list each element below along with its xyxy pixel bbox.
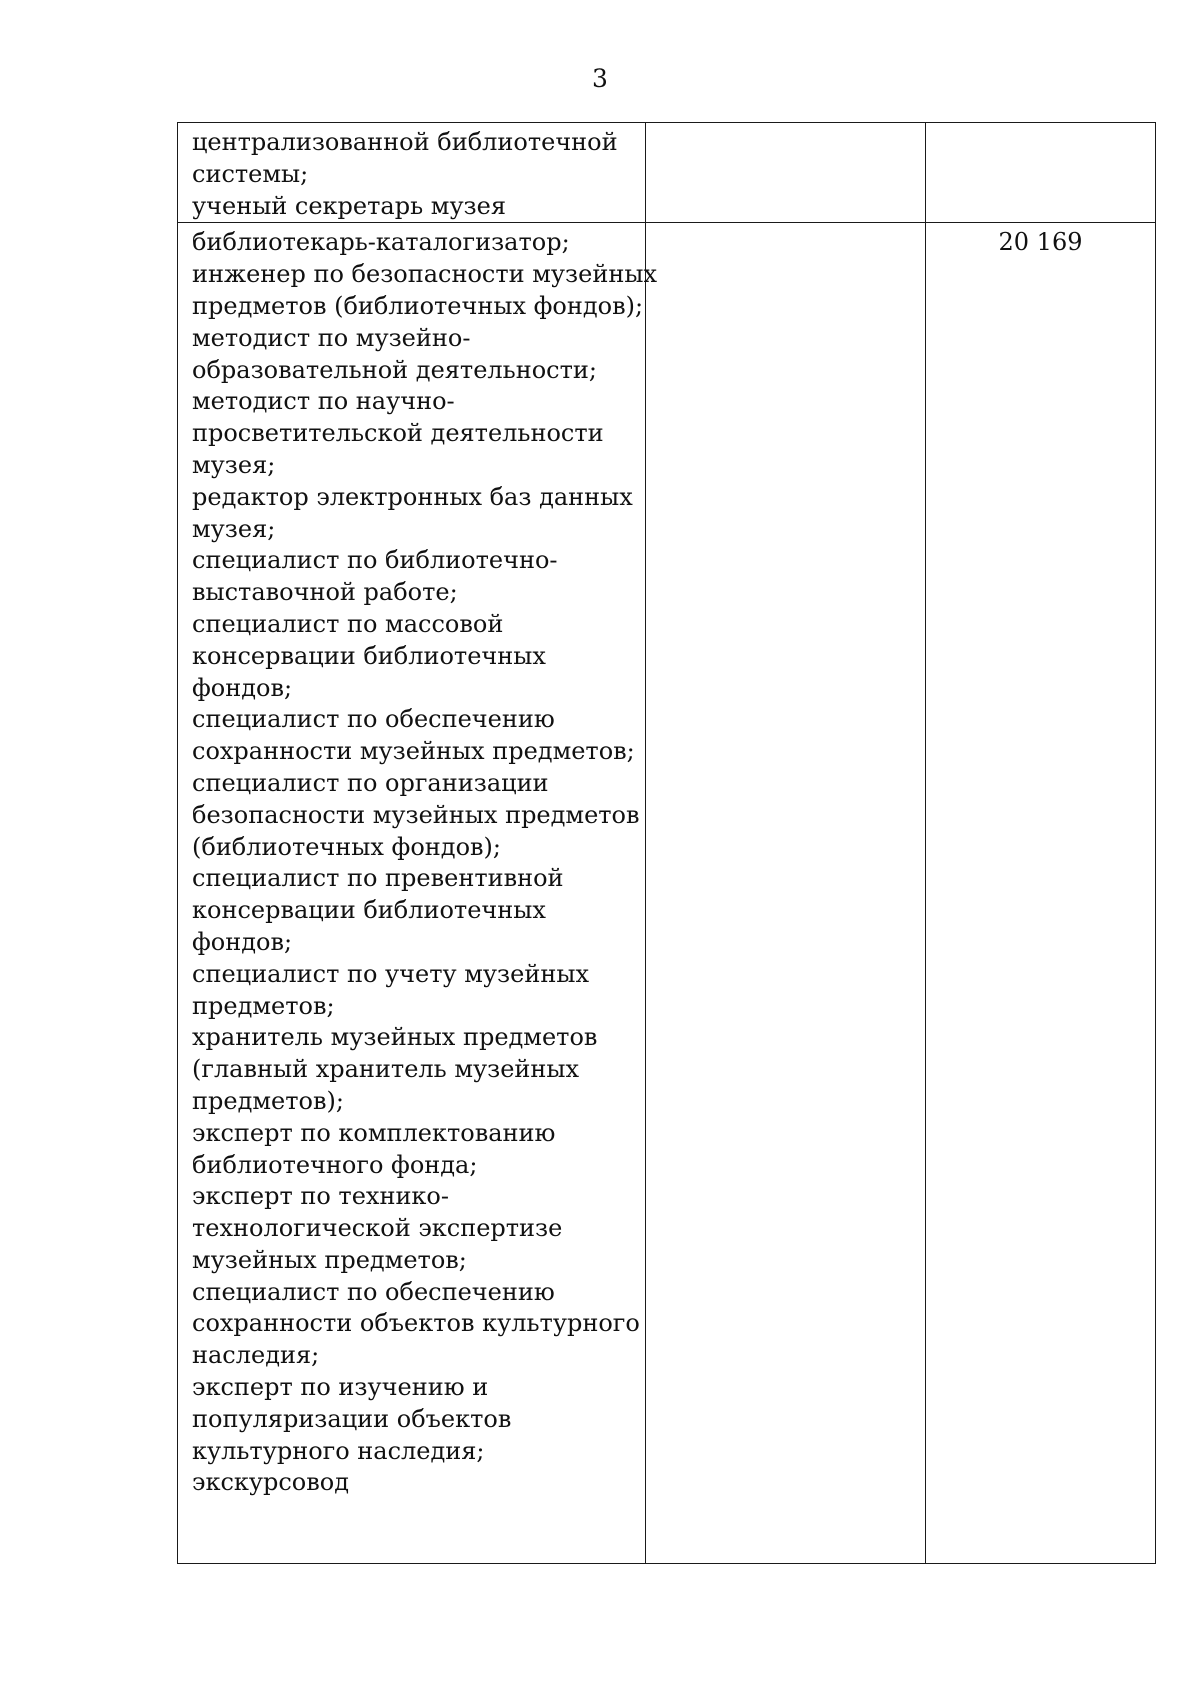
position-line: предметов); <box>192 1086 344 1115</box>
position-line: консервации библиотечных <box>192 641 546 670</box>
salary-value <box>926 123 1155 127</box>
position-line: технологической экспертизе <box>192 1214 563 1243</box>
salary-value: 20 169 <box>998 228 1083 257</box>
empty-cell <box>646 223 926 1564</box>
position-line: сохранности объектов культурного <box>192 1309 640 1338</box>
position-line: музейных предметов; <box>192 1245 467 1274</box>
empty-cell <box>646 123 926 223</box>
position-line: просветительской деятельности <box>192 419 604 448</box>
positions-table <box>177 122 1156 1564</box>
position-line: фондов; <box>192 927 293 956</box>
position-line: специалист по учету музейных <box>192 959 589 988</box>
positions-cell <box>178 223 657 1564</box>
position-line: эксперт по технико- <box>192 1182 449 1211</box>
position-line: музея; <box>192 450 276 479</box>
position-line: образовательной деятельности; <box>192 355 597 384</box>
position-line: инженер по безопасности музейных <box>192 260 657 289</box>
table-row <box>178 123 1156 223</box>
position-line: специалист по превентивной <box>192 864 564 893</box>
position-line: специалист по обеспечению <box>192 1277 555 1306</box>
page-number: 3 <box>592 64 608 93</box>
position-line: (библиотечных фондов); <box>192 832 501 861</box>
position-line: библиотечного фонда; <box>192 1150 478 1179</box>
position-line: культурного наследия; <box>192 1436 485 1465</box>
salary-cell <box>926 123 1156 223</box>
table-row <box>178 223 1156 1564</box>
positions-list <box>178 123 645 222</box>
position-line: методист по научно- <box>192 387 455 416</box>
position-line: хранитель музейных предметов <box>192 1023 598 1052</box>
position-line: централизованной библиотечной <box>192 128 618 156</box>
position-line: ученый секретарь музея <box>192 191 506 220</box>
position-line: эксперт по комплектованию <box>192 1118 556 1147</box>
position-line: специалист по массовой <box>192 609 504 638</box>
position-line: эксперт по изучению и <box>192 1373 489 1402</box>
position-line: специалист по библиотечно- <box>192 546 558 575</box>
position-line: наследия; <box>192 1341 320 1370</box>
position-line: выставочной работе; <box>192 578 458 607</box>
position-line: специалист по обеспечению <box>192 705 555 734</box>
position-line: сохранности музейных предметов; <box>192 737 635 766</box>
position-line: специалист по организации <box>192 768 549 797</box>
position-line: библиотекарь-каталогизатор; <box>192 228 570 257</box>
positions-list <box>178 223 657 1499</box>
position-line: консервации библиотечных <box>192 896 546 925</box>
position-line: методист по музейно- <box>192 323 471 352</box>
salary-cell <box>926 223 1156 1564</box>
position-line: популяризации объектов <box>192 1404 512 1433</box>
position-line: предметов; <box>192 991 335 1020</box>
position-line: фондов; <box>192 673 293 702</box>
position-line: безопасности музейных предметов <box>192 800 640 829</box>
position-line: экскурсовод <box>192 1468 349 1497</box>
position-line: редактор электронных баз данных <box>192 482 633 511</box>
position-line: системы; <box>192 159 309 188</box>
position-line: (главный хранитель музейных <box>192 1055 580 1084</box>
positions-cell <box>178 123 646 223</box>
position-line: музея; <box>192 514 276 543</box>
position-line: предметов (библиотечных фондов); <box>192 291 644 320</box>
